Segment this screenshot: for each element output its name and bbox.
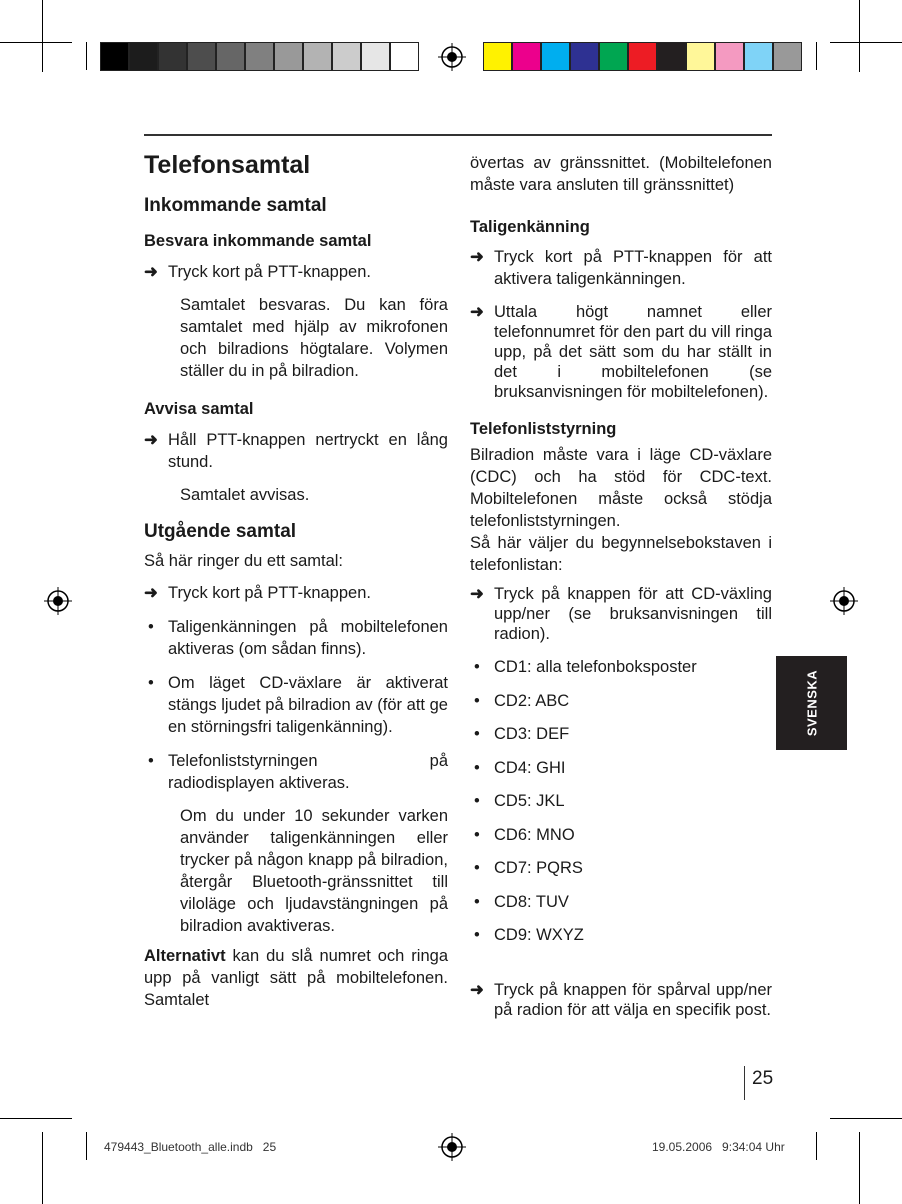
list-item: • CD6: MNO (474, 825, 575, 844)
color-swatch (187, 42, 216, 71)
registration-mark-icon (830, 587, 858, 615)
top-rule (144, 134, 772, 136)
incoming-heading: Inkommande samtal (144, 195, 327, 216)
bullet-icon: • (474, 658, 480, 676)
color-swatch (628, 42, 657, 71)
bullet-icon: • (474, 892, 480, 911)
arrow-right-icon: ➜ (144, 584, 158, 602)
list-item: • CD4: GHI (474, 758, 566, 777)
page-title: Telefonsamtal (144, 151, 311, 179)
reject-heading: Avvisa samtal (144, 400, 254, 418)
color-swatch (332, 42, 361, 71)
reject-result: Samtalet avvisas. (180, 486, 310, 504)
alternative-paragraph: Alternativt kan du slå numret och ringa upp på vanligt sätt på mobiltelefonen. Samtalet (144, 947, 448, 1009)
list-item: • CD3: DEF (474, 725, 570, 743)
bullet-icon: • (148, 674, 154, 692)
final-step: ➜ Tryck på knappen för spårval upp/ner på radion för att välja en specifik post. (470, 980, 772, 1019)
page-number-rule (744, 1066, 745, 1100)
list-item: • Taligenkänningen på mobiltelefonen aktiveras (om sådan finns). (148, 618, 448, 658)
reject-step: ➜ Håll PTT-knappen nertryckt en lång stund. (144, 431, 448, 471)
outgoing-heading: Utgående samtal (144, 521, 297, 542)
arrow-right-icon: ➜ (144, 431, 158, 449)
registration-mark-icon (44, 587, 72, 615)
footer-timestamp: 19.05.2006 9:34:04 Uhr (652, 1140, 785, 1154)
list-item: • Om läget CD-växlare är aktiverat stängs ljudet på bilradion av (för att ge en störningsfri taligenkänning). (148, 674, 448, 736)
phonelist-heading: Telefonliststyrning (470, 420, 617, 438)
voice-heading: Taligenkänning (470, 218, 590, 236)
registration-mark-icon (438, 43, 466, 71)
color-swatch (245, 42, 274, 71)
color-swatch (599, 42, 628, 71)
answer-result: Samtalet besvaras. Du kan föra samtalet med hjälp av mikrofonen och bilradions högtalare. Volymen ställer du in på bilradion. (180, 296, 448, 380)
footer-file: 479443_Bluetooth_alle.indb 25 (104, 1140, 277, 1154)
color-swatch (715, 42, 744, 71)
phonelist-paragraph: Bilradion måste vara i läge CD-växlare (CDC) och ha stöd för CDC-text. Mobiltelefonen måste också stödja telefonliststyrningen. (470, 446, 772, 530)
left-column (144, 150, 448, 1011)
list-item: • CD8: TUV (474, 892, 569, 911)
language-tab (776, 656, 847, 750)
arrow-right-icon: ➜ (470, 980, 484, 999)
bullet-icon: • (474, 758, 480, 777)
color-swatch (129, 42, 158, 71)
color-swatch (512, 42, 541, 71)
cd-list (470, 656, 772, 958)
list-item: • Telefonliststyrningen på radiodisplayen aktiveras. (148, 752, 448, 792)
color-swatch (773, 42, 802, 71)
voice-step: ➜ Uttala högt namnet eller telefonnumret för den part du vill ringa upp, på det sätt som du har ställt in det i mobiltelefonen (se bruksanvisningen för mobiltelefonen). (470, 303, 772, 401)
arrow-right-icon: ➜ (144, 263, 158, 281)
list-item: • CD1: alla telefonboksposter (474, 658, 697, 676)
list-item: • CD9: WXYZ (474, 926, 584, 944)
page-number: 25 (752, 1068, 774, 1089)
color-swatch (216, 42, 245, 71)
arrow-right-icon: ➜ (470, 303, 484, 321)
color-swatch (390, 42, 419, 71)
color-swatch (158, 42, 187, 71)
color-swatch (361, 42, 390, 71)
right-column (470, 152, 772, 1020)
color-swatch (570, 42, 599, 71)
outgoing-step: ➜ Tryck kort på PTT-knappen. (144, 584, 371, 602)
color-swatch (274, 42, 303, 71)
phonelist-paragraph: Så här väljer du begynnelsebokstaven i telefonlistan: (470, 534, 772, 574)
bullet-icon: • (474, 859, 480, 877)
color-swatch (541, 42, 570, 71)
phonelist-step: ➜ Tryck på knappen för att CD-växling upp/ner (se bruksanvisningen till radion). (470, 585, 772, 643)
color-swatch (100, 42, 129, 71)
bullet-icon: • (474, 691, 480, 710)
bullet-icon: • (474, 725, 480, 743)
list-item: • CD7: PQRS (474, 859, 583, 877)
bullet-icon: • (148, 752, 154, 770)
bullet-icon: • (474, 792, 480, 810)
color-swatch (686, 42, 715, 71)
answer-heading: Besvara inkommande samtal (144, 232, 372, 250)
answer-step: ➜ Tryck kort på PTT-knappen. (144, 263, 371, 281)
continued-text: övertas av gränssnittet. (Mobiltelefonen måste vara ansluten till gränssnittet) (470, 154, 772, 194)
bullet-icon: • (148, 618, 154, 636)
color-swatch (483, 42, 512, 71)
bullet-icon: • (474, 825, 480, 844)
outgoing-intro: Så här ringer du ett samtal: (144, 552, 344, 570)
bullet-icon: • (474, 926, 480, 944)
language-tab-label: SVENSKA (804, 669, 819, 737)
arrow-right-icon: ➜ (470, 585, 484, 603)
voice-step: ➜ Tryck kort på PTT-knappen för att aktivera taligenkänningen. (470, 248, 772, 288)
list-item: • CD5: JKL (474, 792, 565, 810)
arrow-right-icon: ➜ (470, 248, 484, 266)
color-swatch (744, 42, 773, 71)
timeout-note: Om du under 10 sekunder varken använder taligenkänningen eller trycker på någon knapp på bilradion, återgår Bluetooth-gränssnittet till viloläge och ljudavstängningen på bilradion avaktiveras. (180, 807, 448, 935)
registration-mark-icon (438, 1133, 466, 1161)
color-swatch (657, 42, 686, 71)
list-item: • CD2: ABC (474, 691, 570, 710)
color-swatch (303, 42, 332, 71)
